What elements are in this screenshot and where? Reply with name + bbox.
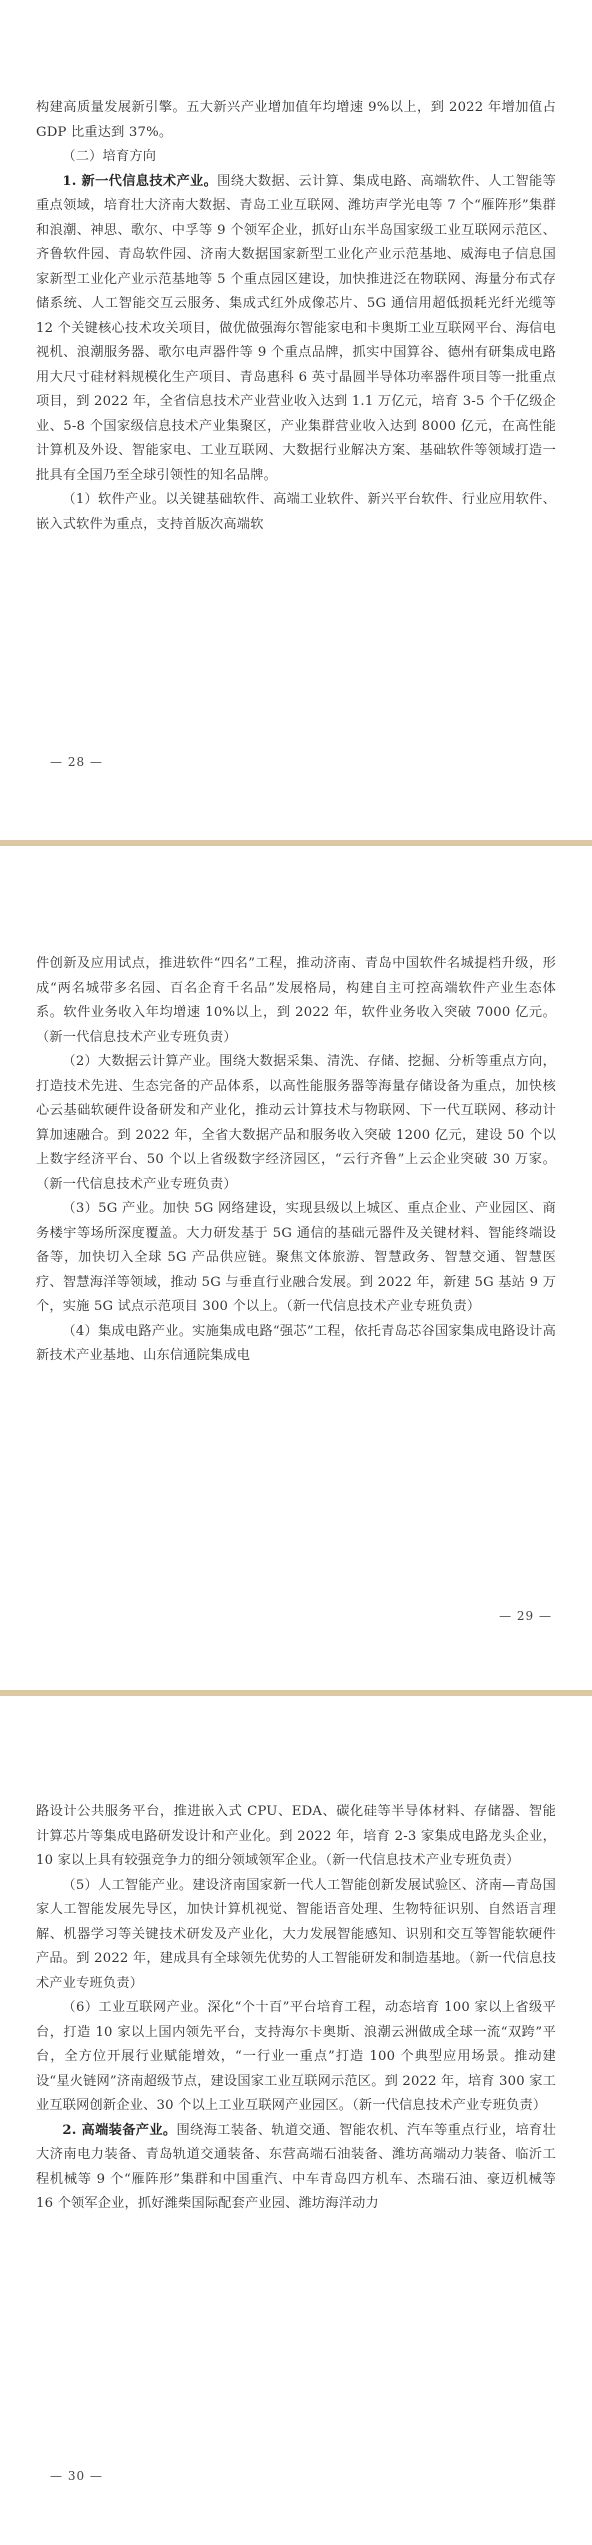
paragraph <box>36 1320 556 1369</box>
paragraph-lead: 2. 高端装备产业。 <box>62 2122 177 2138</box>
paragraph-text: （2）大数据云计算产业。围绕大数据采集、清洗、存储、挖掘、分析等重点方向，打造技术先进、生态完备的产品体系，以高性能服务器等海量存储设备为重点，加快核心云基础软硬件设备研发和产业化，推动云计算技术与物联网、下一代互联网、移动计算加速融合。到 2022 年，全省大数据产品和服务收入突破 1200 亿元，建设 50 个以上数字经济平台、50 个以上省级数字经济园区，“云行齐鲁”上云企业突破 30 万家。（新一代信息技术产业专班负责） <box>36 1054 556 1192</box>
paragraph <box>36 1874 556 1997</box>
paragraph-text: （3）5G 产业。加快 5G 网络建设，实现县级以上城区、重点企业、产业园区、商务楼宇等场所深度覆盖。大力研发基于 5G 通信的基础元器件及关键材料、智能终端设备等，加快切入全球 5G 产品供应链。聚焦文体旅游、智慧政务、智慧交通、智慧医疗、智慧海洋等领域，推动 5G 与垂直行业融合发展。到 2022 年，新建 5G 基站 9 万个，实施 5G 试点示范项目 300 个以上。（新一代信息技术产业专班负责） <box>36 1201 556 1314</box>
paragraph-text: 路设计公共服务平台，推进嵌入式 CPU、EDA、碳化硅等半导体材料、存储器、智能计算芯片等集成电路研发设计和产业化。到 2022 年，培育 2-3 家集成电路龙头企业，10 家以上具有较强竞争力的细分领域领军企业。（新一代信息技术产业专班负责） <box>36 1804 556 1868</box>
document-page-3 <box>0 1696 592 2545</box>
paragraph <box>36 1996 556 2119</box>
paragraph <box>36 170 556 489</box>
document-page-1 <box>0 0 592 840</box>
page-body <box>36 96 556 537</box>
paragraph <box>36 1050 556 1197</box>
paragraph <box>36 952 556 1050</box>
paragraph <box>36 1197 556 1320</box>
paragraph-text: 件创新及应用试点，推进软件“四名”工程，推动济南、青岛中国软件名城提档升级，形成“两名城带多名园、百名企育千名品”发展格局，构建自主可控高端软件产业生态体系。软件业务收入年均增速 10%以上，到 2022 年，软件业务收入突破 7000 亿元。（新一代信息技术产业专班负责） <box>36 956 556 1045</box>
section-heading <box>36 145 556 170</box>
paragraph-text: （二）培育方向 <box>62 149 157 164</box>
paragraph-text: （4）集成电路产业。实施集成电路“强芯”工程，依托青岛芯谷国家集成电路设计高新技术产业基地、山东信通院集成电 <box>36 1323 556 1363</box>
paragraph <box>36 2119 556 2217</box>
paragraph-text: 围绕大数据、云计算、集成电路、高端软件、人工智能等重点领域，培育壮大济南大数据、青岛工业互联网、潍坊声学光电等 7 个“雁阵形”集群和浪潮、神思、歌尔、中孚等 9 个领军企业，抓好山东半岛国家级工业互联网示范区、齐鲁软件园、青岛软件园、济南大数据国家新型工业化产业示范基地、威海电子信息国家新型工业化产业示范基地等 5 个重点园区建设，加快推进泛在物联网、海量分布式存储系统、人工智能交互云服务、集成式红外成像芯片、5G 通信用超低损耗光纤光缆等 12 个关键核心技术攻关项目，做优做强海尔智能家电和卡奥斯工业互联网平台、海信电视机、浪潮服务器、歌尔电声器件等 9 个重点品牌，抓实中国算谷、德州有研集成电路用大尺寸硅材料规模化生产项目、青岛惠科 6 英寸晶圆半导体功率器件项目等一批重点项目，到 2022 年，全省信息技术产业营业收入达到 1.1 万亿元，培育 3-5 个千亿级企业、5-8 个国家级信息技术产业集聚区，产业集群营业收入达到 8000 亿元，在高性能计算机及外设、智能家电、工业互联网、大数据行业解决方案、基础软件等领域打造一批具有全国乃至全球引领性的知名品牌。 <box>36 173 556 483</box>
paragraph <box>36 488 556 537</box>
paragraph-text: （6）工业互联网产业。深化“个十百”平台培育工程，动态培育 100 家以上省级平台，打造 10 家以上国内领先平台，支持海尔卡奥斯、浪潮云洲做成全球一流“双跨”平台，全方位开展行业赋能增效，“一行业一重点”打造 100 个典型应用场景。推动建设“星火链网”济南超级节点，建设国家工业互联网示范区。到 2022 年，培育 300 家工业互联网创新企业、30 个以上工业互联网产业园区。（新一代信息技术产业专班负责） <box>36 2000 556 2113</box>
paragraph-text: 围绕海工装备、轨道交通、智能农机、汽车等重点行业，培育壮大济南电力装备、青岛轨道交通装备、东营高端石油装备、潍坊高端动力装备、临沂工程机械等 9 个“雁阵形”集群和中国重汽、中车青岛四方机车、杰瑞石油、豪迈机械等 16 个领军企业，抓好潍柴国际配套产业园、潍坊海洋动力 <box>36 2122 556 2211</box>
paragraph-text: （5）人工智能产业。建设济南国家新一代人工智能创新发展试验区、济南—青岛国家人工智能发展先导区，加快计算机视觉、智能语音处理、生物特征识别、自然语言理解、机器学习等关键技术研发及产业化，大力发展智能感知、识别和交互等智能软硬件产品。到 2022 年，建成具有全球领先优势的人工智能研发和制造基地。（新一代信息技术产业专班负责） <box>36 1877 556 1991</box>
paragraph-text: （1）软件产业。以关键基础软件、高端工业软件、新兴平台软件、行业应用软件、嵌入式软件为重点，支持首版次高端软 <box>36 492 556 532</box>
paragraph-text: 构建高质量发展新引擎。五大新兴产业增加值年均增速 9%以上，到 2022 年增加值占 GDP 比重达到 37%。 <box>36 100 556 140</box>
paragraph <box>36 96 556 145</box>
page-body <box>36 1800 556 2217</box>
page-body <box>36 952 556 1369</box>
page-number: — 30 — <box>50 2469 103 2483</box>
document-page-2 <box>0 846 592 1690</box>
page-number: — 29 — <box>499 1609 552 1623</box>
paragraph <box>36 1800 556 1874</box>
page-number: — 28 — <box>50 755 103 769</box>
paragraph-lead: 1. 新一代信息技术产业。 <box>62 173 218 189</box>
